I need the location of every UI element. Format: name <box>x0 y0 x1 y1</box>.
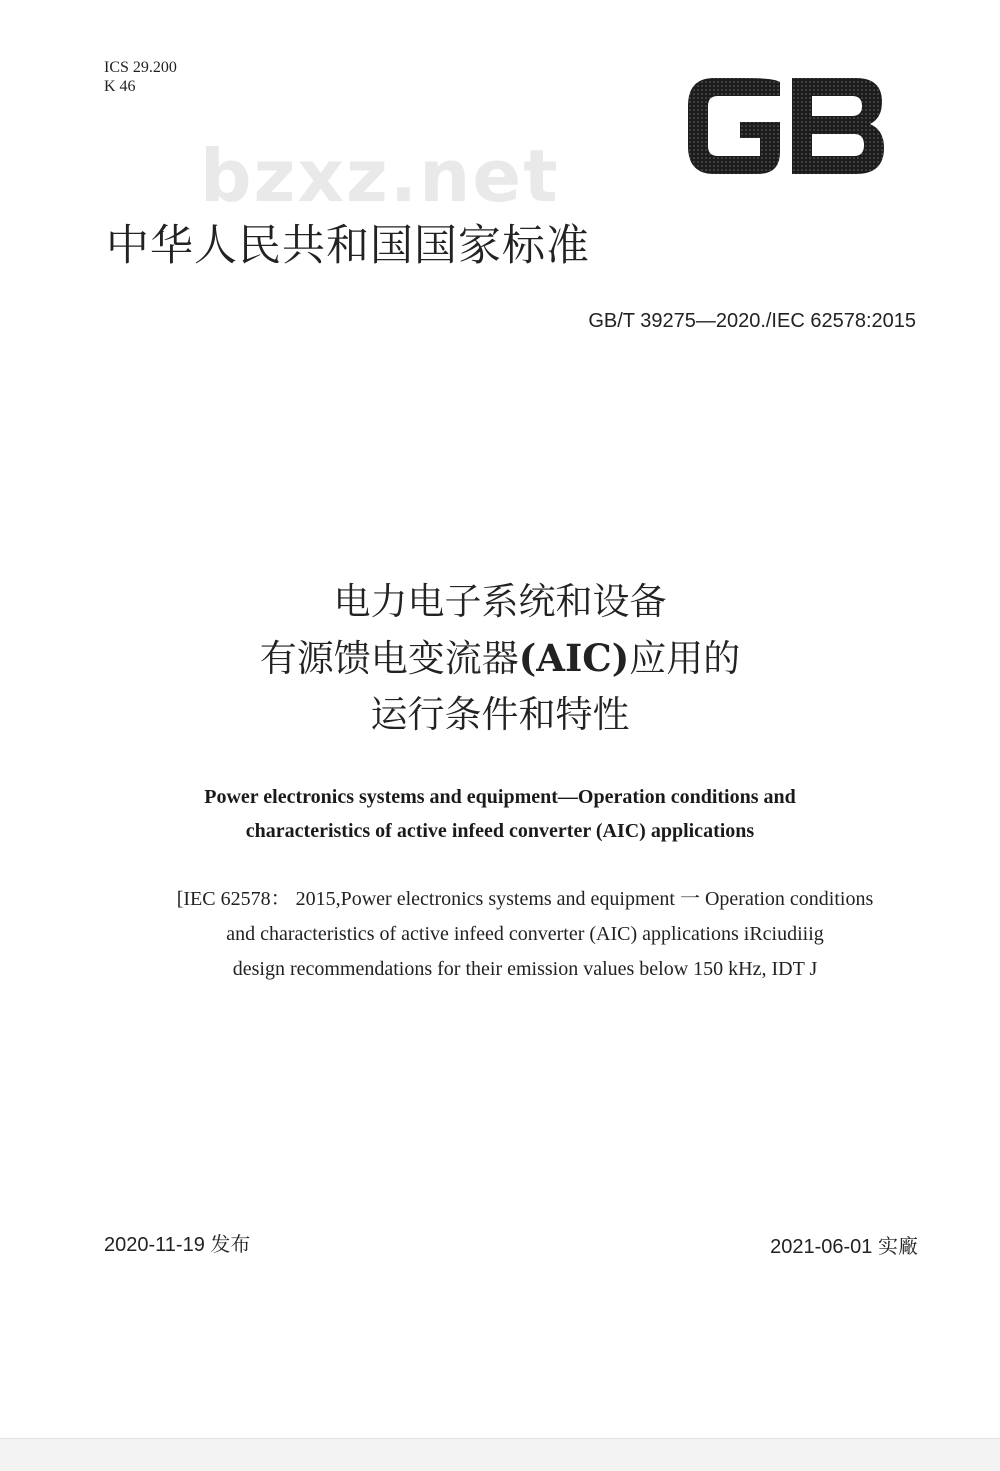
chinese-title-line-1: 电力电子系统和设备 <box>333 580 667 623</box>
chinese-title-line-2-post: 应用的 <box>629 637 741 680</box>
issue-date: 2020-11-19 发布 <box>104 1234 251 1256</box>
english-title-line-1: Power electronics systems and equipment—Operation conditions and <box>204 786 796 808</box>
chinese-title-line-2-pre: 有源馈电变流器 <box>259 637 519 680</box>
iec-reference-line-3: design recommendations for their emission values below 150 kHz, IDT J <box>232 958 818 980</box>
english-title <box>0 780 1000 848</box>
page-bottom-edge <box>0 1438 1000 1471</box>
iec-reference <box>0 882 1000 987</box>
standard-number: GB/T 39275—2020./IEC 62578:2015 <box>588 310 916 332</box>
ics-code: ICS 29.200 <box>104 59 177 76</box>
english-title-line-2: characteristics of active infeed converter (AIC) applications <box>245 820 755 842</box>
chinese-title-line-2 <box>0 630 1000 687</box>
iec-reference-line-1: [IEC 62578： 2015,Power electronics systems and equipment 一 Operation conditions <box>176 888 874 910</box>
gb-logo <box>684 76 888 176</box>
watermark: bzxz.net <box>200 134 560 218</box>
implementation-date: 2021-06-01 实廠 <box>770 1236 918 1258</box>
chinese-title-line-3: 运行条件和特性 <box>370 693 630 736</box>
national-standard-title: 中华人民共和国国家标准 <box>106 221 590 271</box>
ccs-code: K 46 <box>104 78 136 95</box>
classification-codes <box>104 58 177 96</box>
iec-reference-line-2: and characteristics of active infeed converter (AIC) applications iRciudiiig <box>226 923 824 945</box>
chinese-title-aic: (AIC) <box>518 636 630 680</box>
chinese-title <box>0 574 1000 743</box>
